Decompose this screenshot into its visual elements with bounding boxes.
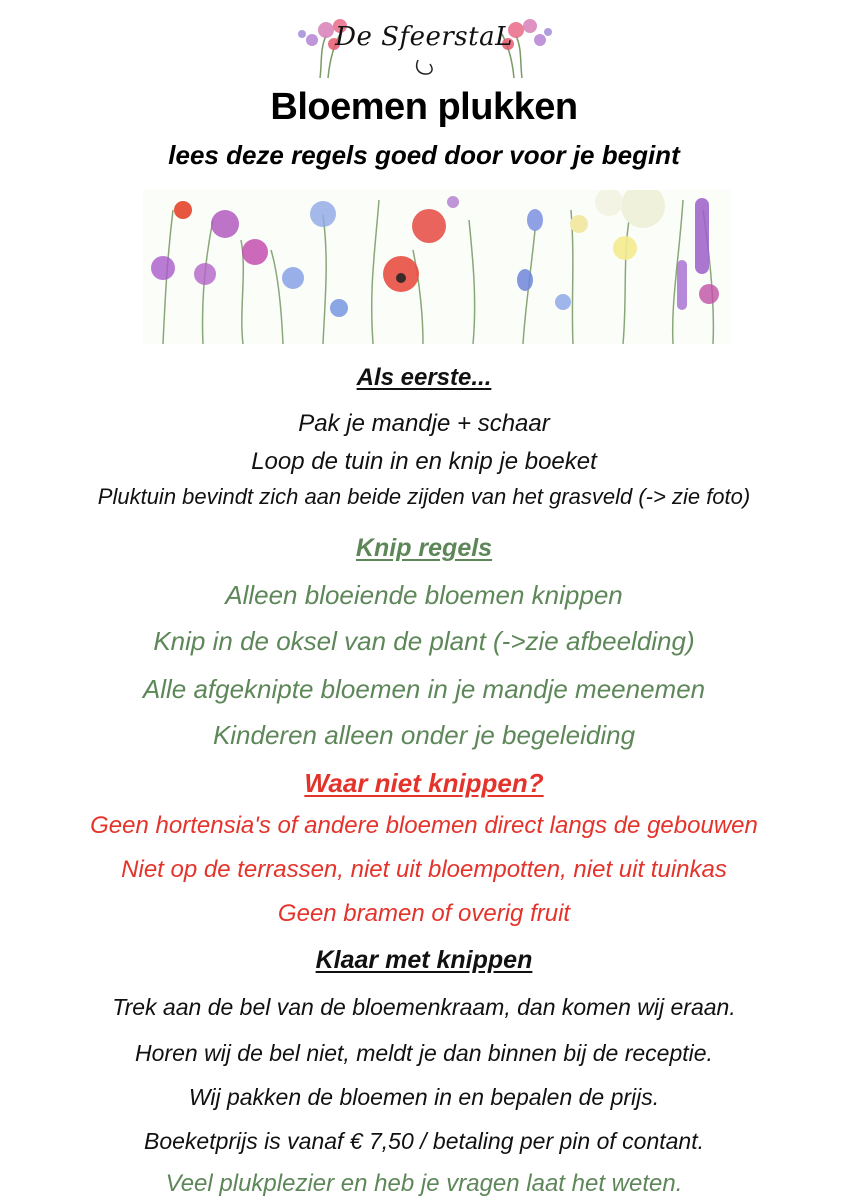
bellflower-icon: [517, 269, 533, 291]
wildflower-banner-image: [143, 190, 731, 344]
done-line: Wij pakken de bloemen in en bepalen de prijs.: [188, 1084, 660, 1110]
section-heading-rules: Knip regels: [355, 534, 493, 562]
logo-text: De SfeerstaL: [335, 22, 513, 52]
done-line: Boeketprijs is vanaf € 7,50 / betaling per pin of contant.: [143, 1128, 705, 1154]
flower-icon: [282, 267, 304, 289]
rules-line: Alle afgeknipte bloemen in je mandje meenemen: [142, 674, 706, 704]
section-heading-not-here: Waar niet knippen?: [304, 768, 544, 798]
flower-icon: [699, 284, 719, 304]
done-line: Horen wij de bel niet, meldt je dan binnen bij de receptie.: [135, 1040, 713, 1066]
not-here-line: Geen bramen of overig fruit: [277, 900, 571, 927]
flower-icon: [151, 256, 175, 280]
flower-icon: [211, 210, 239, 238]
flower-icon: [613, 236, 637, 260]
flower-icon: [412, 209, 446, 243]
flower-icon: [242, 239, 268, 265]
flower-icon: [396, 273, 406, 283]
flower-icon: [194, 263, 216, 285]
section-heading-done: Klaar met knippen: [315, 946, 533, 974]
flower-icon: [570, 215, 588, 233]
first-line: Loop de tuin in en knip je boeket: [251, 448, 597, 475]
flower-icon: [310, 201, 336, 227]
rules-line: Kinderen alleen onder je begeleiding: [212, 720, 636, 750]
rules-line: Knip in de oksel van de plant (->zie afbeelding): [153, 626, 695, 656]
first-line: Pluktuin bevindt zich aan beide zijden van het grasveld (-> zie foto): [97, 484, 751, 509]
not-here-line: Geen hortensia's of andere bloemen direct langs de gebouwen: [90, 812, 758, 839]
flower-icon: [174, 201, 192, 219]
bellflower-icon: [527, 209, 543, 231]
section-heading-first: Als eerste...: [356, 364, 492, 391]
closing-line: Veel plukplezier en heb je vragen laat het weten.: [165, 1170, 683, 1197]
flower-icon: [621, 190, 665, 228]
flower-icon: [330, 299, 348, 317]
lavender-icon: [677, 260, 687, 310]
lavender-icon: [695, 198, 709, 274]
first-line: Pak je mandje + schaar: [298, 410, 550, 437]
rules-line: Alleen bloeiende bloemen knippen: [225, 580, 623, 610]
not-here-line: Niet op de terrassen, niet uit bloempotten, niet uit tuinkas: [121, 856, 727, 883]
page-subtitle: lees deze regels goed door voor je begint: [168, 140, 680, 170]
done-line: Trek aan de bel van de bloemenkraam, dan komen wij eraan.: [112, 994, 736, 1020]
flower-icon: [595, 190, 623, 216]
flower-icon: [555, 294, 571, 310]
page-title: Bloemen plukken: [270, 86, 578, 128]
flower-icon: [447, 196, 459, 208]
